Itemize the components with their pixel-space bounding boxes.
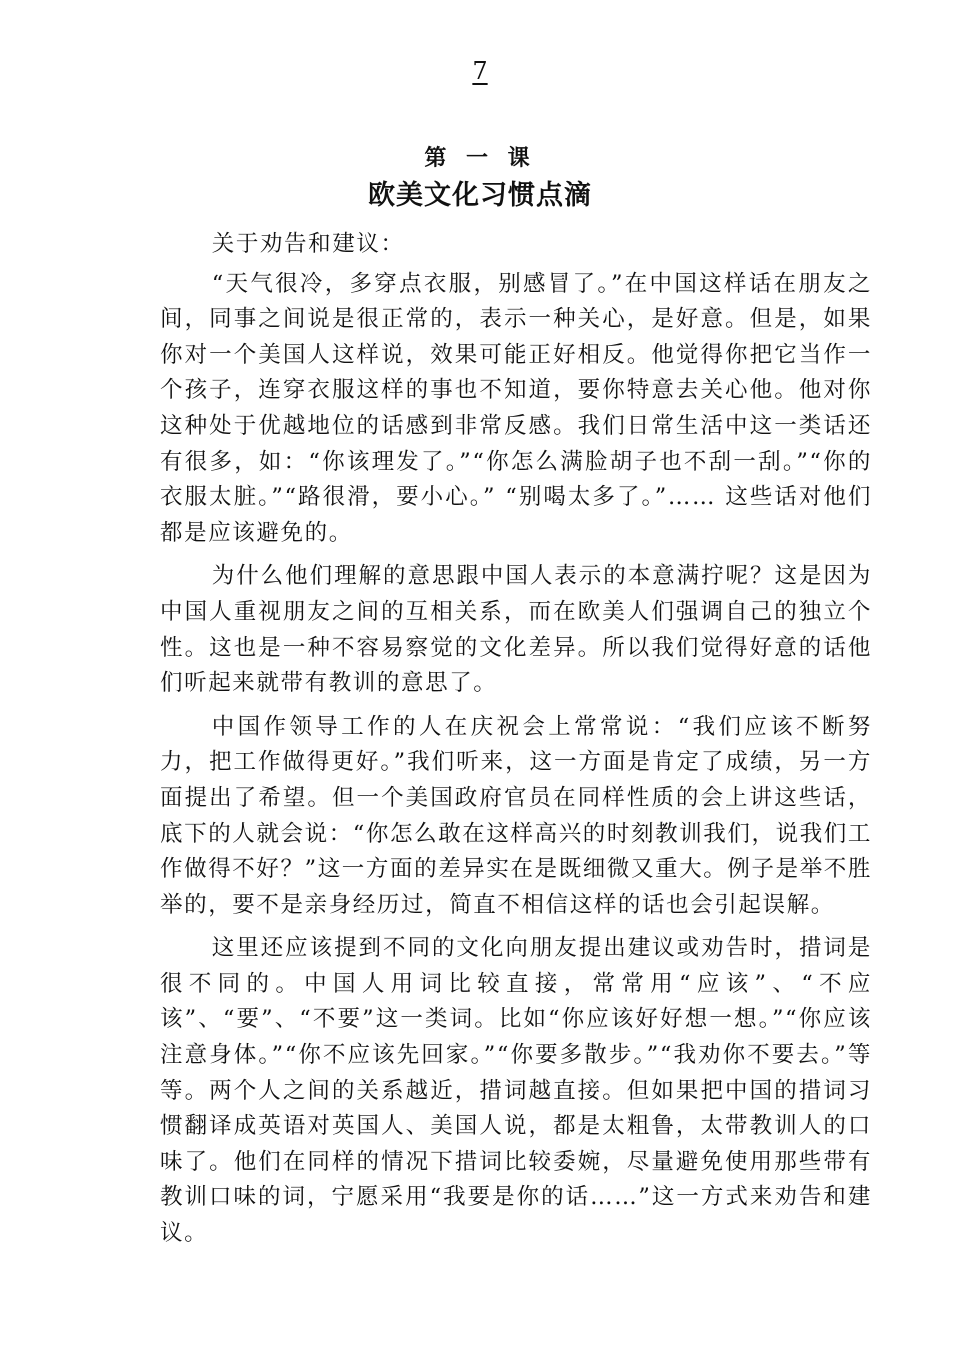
- paragraph-2: 为什么他们理解的意思跟中国人表示的本意满拧呢？这是因为中国人重视朋友之间的互相关系，而在欧美人们强调自己的独立个性。这也是一种不容易察觉的文化差异。所以我们觉得好意的话他们听起来就带有教训的意思了。: [160, 563, 872, 697]
- page-number-text: 7: [472, 57, 488, 85]
- body-text: [160, 227, 872, 1260]
- lesson-label: 第 一 课: [424, 145, 536, 171]
- paragraph-3: 中国作领导工作的人在庆祝会上常常说：“我们应该不断努力，把工作做得更好。”我们听来，这一方面是肯定了成绩，另一方面提出了希望。但一个美国政府官员在同样性质的会上讲这些话，底下的人就会说：“你怎么敢在这样高兴的时刻教训我们，说我们工作做得不好？”这一方面的差异实在是既细微又重大。例子是举不胜举的，要不是亲身经历过，简直不相信这样的话也会引起误解。: [160, 713, 873, 918]
- paragraph-1: “天气很冷，多穿点衣服，别感冒了。”在中国这样话在朋友之间，同事之间说是很正常的，表示一种关心，是好意。但是，如果你对一个美国人这样说，效果可能正好相反。他觉得你把它当作一个孩子，连穿衣服这样的事也不知道，要你特意去关心他。他对你这种处于优越地位的话感到非常反感。我们日常生活中这一类话还有很多，如：“你该理发了。”“你怎么满脸胡子也不刮一刮。”“你的衣服太脏。”“路很滑，要小心。” “别喝太多了。”…… 这些话对他们都是应该避免的。: [160, 270, 872, 546]
- lesson-title: 欧美文化习惯点滴: [368, 180, 592, 211]
- paragraph-intro: 关于劝告和建议：: [211, 231, 405, 257]
- paragraph-4: 这里还应该提到不同的文化向朋友提出建议或劝告时，措词是很不同的。中国人用词比较直接，常常用“应该”、“不应该”、“要”、“不要”这一类词。比如“你应该好好想一想。”“你应该注意身体。”“你不应该先回家。”“你要多散步。”“我劝你不要去。”等等。两个人之间的关系越近，措词越直接。但如果把中国的措词习惯翻译成英语对英国人、美国人说，都是太粗鲁，太带教训人的口味了。他们在同样的情况下措词比较委婉，尽量避免使用那些带有教训口味的词，宁愿采用“我要是你的话……”这一方式来劝告和建议。: [160, 935, 872, 1247]
- page-number: [0, 56, 960, 86]
